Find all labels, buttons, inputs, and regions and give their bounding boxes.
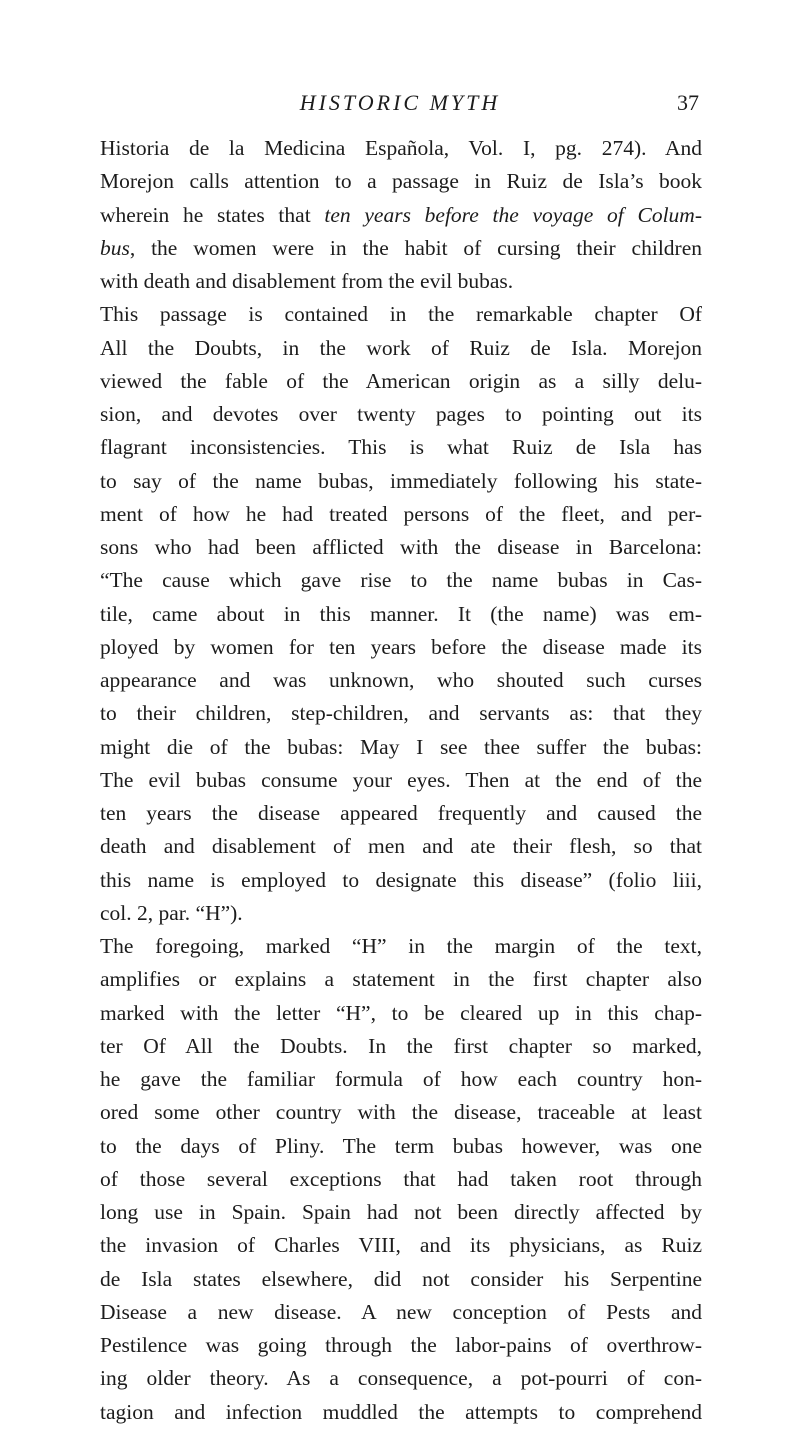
text-line: bus, the women were in the habit of cursing their children: [100, 235, 702, 260]
text-line: amplifies or explains a statement in the first chapter also: [100, 967, 702, 992]
text-line: ten years the disease appeared frequently and caused the: [100, 801, 702, 825]
text-line: All the Doubts, in the work of Ruiz de Isla. Morejon: [100, 335, 702, 360]
text-line: Historia de la Medicina Española, Vol. I, pg. 274). And: [100, 136, 702, 160]
text-line: Morejon calls attention to a passage in Ruiz de Isla’s book: [100, 169, 702, 194]
text-line: ored some other country with the disease, traceable at least: [100, 1100, 702, 1125]
text-line: tagion and infection muddled the attempts to comprehend: [100, 1399, 702, 1424]
text-line: marked with the letter “H”, to be cleared up in this chap-: [100, 1000, 702, 1025]
text-line: Disease a new disease. A new conception of Pests and: [100, 1299, 702, 1324]
text-line: death and disablement of men and ate their flesh, so that: [100, 834, 702, 859]
text-line: This passage is contained in the remarkable chapter Of: [100, 302, 702, 327]
text-line: wherein he states that ten years before the voyage of Colum-: [100, 202, 702, 227]
text-line: to the days of Pliny. The term bubas however, was one: [100, 1133, 702, 1158]
text-line: he gave the familiar formula of how each country hon-: [100, 1067, 702, 1091]
running-head: [0, 88, 800, 118]
text-line: Pestilence was going through the labor-pains of overthrow-: [100, 1333, 702, 1357]
text-line: sons who had been afflicted with the disease in Barcelona:: [100, 535, 702, 559]
text-line: with death and disablement from the evil bubas.: [100, 269, 514, 293]
text-line: this name is employed to designate this disease” (folio liii,: [100, 867, 702, 892]
text-line: The foregoing, marked “H” in the margin of the text,: [100, 934, 702, 958]
text-line: ter Of All the Doubts. In the first chapter so marked,: [100, 1033, 702, 1058]
text-line: flagrant inconsistencies. This is what Ruiz de Isla has: [100, 435, 702, 460]
text-line: long use in Spain. Spain had not been directly affected by: [100, 1200, 702, 1224]
body-text: [100, 132, 702, 1429]
text-line: ment of how he had treated persons of the fleet, and per-: [100, 501, 702, 526]
text-line: viewed the fable of the American origin as a silly delu-: [100, 368, 702, 393]
text-line: of those several exceptions that had taken root through: [100, 1166, 702, 1191]
text-line: ployed by women for ten years before the disease made its: [100, 634, 702, 659]
page-number: 37: [677, 90, 699, 115]
text-line: might die of the bubas: May I see thee suffer the bubas:: [100, 734, 702, 759]
text-line: “The cause which gave rise to the name bubas in Cas-: [100, 568, 702, 593]
text-line: to their children, step-children, and servants as: that they: [100, 701, 702, 726]
text-line: col. 2, par. “H”).: [100, 900, 243, 925]
text-line: to say of the name bubas, immediately following his state-: [100, 468, 702, 493]
running-title: HISTORIC MYTH: [299, 90, 501, 115]
text-line: the invasion of Charles VIII, and its physicians, as Ruiz: [100, 1233, 702, 1258]
text-line: tile, came about in this manner. It (the name) was em-: [100, 601, 702, 626]
italic-phrase: bus: [100, 235, 130, 260]
text-line: appearance and was unknown, who shouted such curses: [100, 668, 702, 692]
text-line: sion, and devotes over twenty pages to pointing out its: [100, 402, 702, 426]
text-line: ing older theory. As a consequence, a pot-pourri of con-: [100, 1366, 702, 1391]
text-line: de Isla states elsewhere, did not consider his Serpentine: [100, 1266, 702, 1291]
italic-phrase: ten years before the voyage of Colum-: [324, 202, 702, 227]
text-line: The evil bubas consume your eyes. Then at the end of the: [100, 767, 702, 792]
